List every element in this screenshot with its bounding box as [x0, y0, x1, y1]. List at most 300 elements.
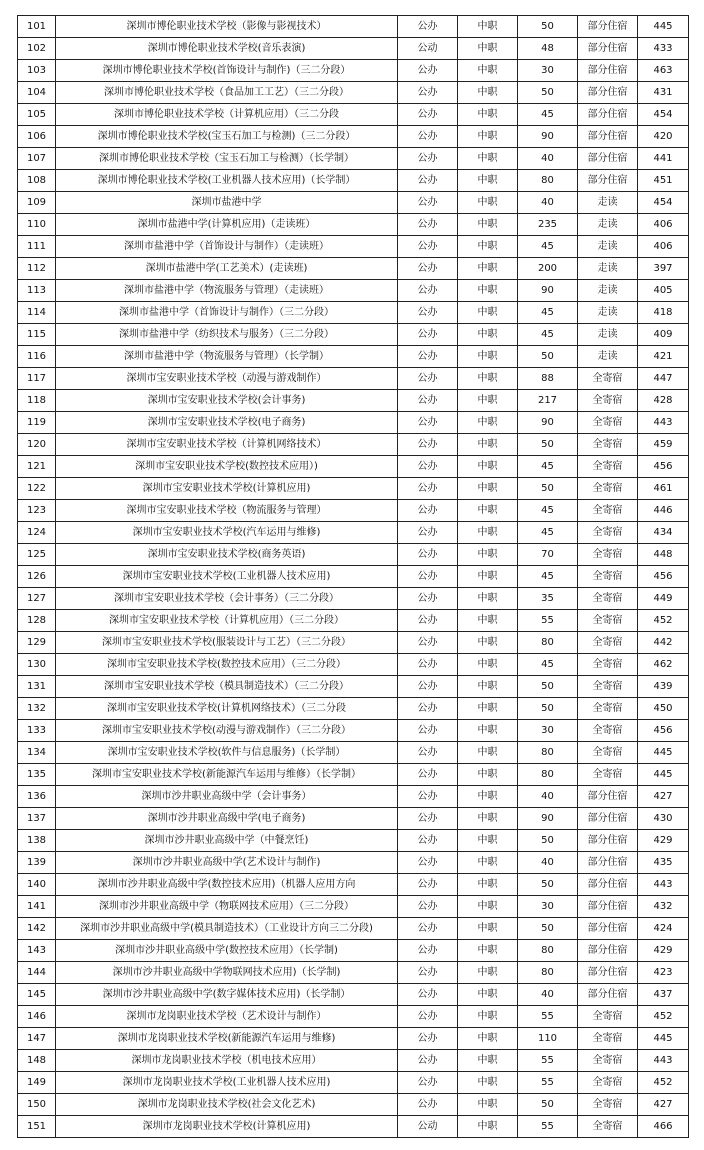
- min-score-cell: 437: [638, 984, 689, 1006]
- table-row: [18, 1028, 689, 1050]
- school-program-cell: 深圳市宝安职业技术学校(商务英语): [56, 544, 398, 566]
- enrollment-plan-cell: 55: [518, 1006, 578, 1028]
- min-score-cell: 430: [638, 808, 689, 830]
- row-number-cell: 119: [18, 412, 56, 434]
- row-number-cell: 146: [18, 1006, 56, 1028]
- boarding-type-cell: 走读: [578, 192, 638, 214]
- school-type-cell: 公办: [398, 918, 458, 940]
- enrollment-plan-cell: 55: [518, 1072, 578, 1094]
- row-number-cell: 116: [18, 346, 56, 368]
- row-number-cell: 113: [18, 280, 56, 302]
- row-number-cell: 145: [18, 984, 56, 1006]
- table-row: [18, 764, 689, 786]
- min-score-cell: 462: [638, 654, 689, 676]
- min-score-cell: 443: [638, 412, 689, 434]
- school-program-cell: 深圳市宝安职业技术学校(汽车运用与维修): [56, 522, 398, 544]
- min-score-cell: 449: [638, 588, 689, 610]
- school-program-cell: 深圳市博伦职业技术学校（影像与影视技术）: [56, 16, 398, 38]
- boarding-type-cell: 全寄宿: [578, 522, 638, 544]
- school-type-cell: 公办: [398, 16, 458, 38]
- row-number-cell: 135: [18, 764, 56, 786]
- school-program-cell: 深圳市沙井职业高级中学（物联网技术应用）（三二分段）: [56, 896, 398, 918]
- school-level-cell: 中职: [458, 896, 518, 918]
- row-number-cell: 144: [18, 962, 56, 984]
- boarding-type-cell: 全寄宿: [578, 742, 638, 764]
- row-number-cell: 124: [18, 522, 56, 544]
- school-program-cell: 深圳市宝安职业技术学校（物流服务与管理）: [56, 500, 398, 522]
- boarding-type-cell: 全寄宿: [578, 412, 638, 434]
- enrollment-plan-cell: 80: [518, 940, 578, 962]
- school-level-cell: 中职: [458, 104, 518, 126]
- school-level-cell: 中职: [458, 302, 518, 324]
- school-level-cell: 中职: [458, 390, 518, 412]
- enrollment-plan-cell: 40: [518, 148, 578, 170]
- school-program-cell: 深圳市沙井职业高级中学（会计事务）: [56, 786, 398, 808]
- row-number-cell: 115: [18, 324, 56, 346]
- table-row: [18, 940, 689, 962]
- boarding-type-cell: 部分住宿: [578, 148, 638, 170]
- school-level-cell: 中职: [458, 852, 518, 874]
- row-number-cell: 101: [18, 16, 56, 38]
- enrollment-plan-cell: 40: [518, 852, 578, 874]
- table-row: [18, 896, 689, 918]
- min-score-cell: 463: [638, 60, 689, 82]
- min-score-cell: 461: [638, 478, 689, 500]
- table-row: [18, 742, 689, 764]
- table-row: [18, 434, 689, 456]
- row-number-cell: 126: [18, 566, 56, 588]
- school-level-cell: 中职: [458, 720, 518, 742]
- school-program-cell: 深圳市博伦职业技术学校(音乐表演): [56, 38, 398, 60]
- enrollment-plan-cell: 30: [518, 896, 578, 918]
- row-number-cell: 142: [18, 918, 56, 940]
- table-row: [18, 852, 689, 874]
- school-level-cell: 中职: [458, 258, 518, 280]
- boarding-type-cell: 走读: [578, 302, 638, 324]
- min-score-cell: 456: [638, 456, 689, 478]
- boarding-type-cell: 全寄宿: [578, 566, 638, 588]
- school-type-cell: 公办: [398, 1072, 458, 1094]
- row-number-cell: 111: [18, 236, 56, 258]
- min-score-cell: 429: [638, 940, 689, 962]
- school-type-cell: 公办: [398, 544, 458, 566]
- enrollment-plan-cell: 40: [518, 192, 578, 214]
- table-row: [18, 1072, 689, 1094]
- school-type-cell: 公办: [398, 126, 458, 148]
- boarding-type-cell: 部分住宿: [578, 874, 638, 896]
- boarding-type-cell: 走读: [578, 346, 638, 368]
- min-score-cell: 456: [638, 720, 689, 742]
- enrollment-plan-cell: 45: [518, 500, 578, 522]
- boarding-type-cell: 部分住宿: [578, 808, 638, 830]
- table-row: [18, 984, 689, 1006]
- boarding-type-cell: 走读: [578, 324, 638, 346]
- boarding-type-cell: 部分住宿: [578, 126, 638, 148]
- enrollment-plan-cell: 80: [518, 632, 578, 654]
- enrollment-plan-cell: 35: [518, 588, 578, 610]
- school-type-cell: 公办: [398, 368, 458, 390]
- school-level-cell: 中职: [458, 324, 518, 346]
- school-level-cell: 中职: [458, 412, 518, 434]
- table-row: [18, 258, 689, 280]
- enrollment-plan-cell: 90: [518, 280, 578, 302]
- row-number-cell: 148: [18, 1050, 56, 1072]
- table-row: [18, 544, 689, 566]
- school-program-cell: 深圳市龙岗职业技术学校（艺术设计与制作）: [56, 1006, 398, 1028]
- enrollment-plan-cell: 235: [518, 214, 578, 236]
- min-score-cell: 452: [638, 1072, 689, 1094]
- school-type-cell: 公办: [398, 984, 458, 1006]
- table-row: [18, 302, 689, 324]
- row-number-cell: 133: [18, 720, 56, 742]
- table-row: [18, 104, 689, 126]
- table-row: [18, 588, 689, 610]
- row-number-cell: 118: [18, 390, 56, 412]
- min-score-cell: 441: [638, 148, 689, 170]
- boarding-type-cell: 全寄宿: [578, 610, 638, 632]
- school-level-cell: 中职: [458, 1006, 518, 1028]
- min-score-cell: 459: [638, 434, 689, 456]
- enrollment-plan-cell: 45: [518, 236, 578, 258]
- school-level-cell: 中职: [458, 962, 518, 984]
- enrollment-plan-cell: 45: [518, 104, 578, 126]
- school-type-cell: 公办: [398, 390, 458, 412]
- min-score-cell: 442: [638, 632, 689, 654]
- row-number-cell: 128: [18, 610, 56, 632]
- min-score-cell: 409: [638, 324, 689, 346]
- school-type-cell: 公办: [398, 280, 458, 302]
- table-body: [18, 16, 689, 1138]
- enrollment-plan-cell: 217: [518, 390, 578, 412]
- school-level-cell: 中职: [458, 192, 518, 214]
- school-type-cell: 公办: [398, 236, 458, 258]
- min-score-cell: 424: [638, 918, 689, 940]
- table-row: [18, 192, 689, 214]
- school-type-cell: 公办: [398, 258, 458, 280]
- min-score-cell: 445: [638, 1028, 689, 1050]
- table-row: [18, 214, 689, 236]
- school-type-cell: 公办: [398, 60, 458, 82]
- school-type-cell: 公办: [398, 478, 458, 500]
- school-level-cell: 中职: [458, 1050, 518, 1072]
- school-program-cell: 深圳市宝安职业技术学校(数控技术应用）): [56, 456, 398, 478]
- school-type-cell: 公办: [398, 148, 458, 170]
- school-program-cell: 深圳市宝安职业技术学校（动漫与游戏制作）: [56, 368, 398, 390]
- boarding-type-cell: 全寄宿: [578, 632, 638, 654]
- boarding-type-cell: 部分住宿: [578, 16, 638, 38]
- school-level-cell: 中职: [458, 1094, 518, 1116]
- school-program-cell: 深圳市宝安职业技术学校(工业机器人技术应用): [56, 566, 398, 588]
- enrollment-plan-cell: 70: [518, 544, 578, 566]
- table-row: [18, 478, 689, 500]
- school-level-cell: 中职: [458, 1028, 518, 1050]
- min-score-cell: 421: [638, 346, 689, 368]
- min-score-cell: 434: [638, 522, 689, 544]
- row-number-cell: 110: [18, 214, 56, 236]
- row-number-cell: 138: [18, 830, 56, 852]
- boarding-type-cell: 部分住宿: [578, 830, 638, 852]
- enrollment-plan-cell: 50: [518, 434, 578, 456]
- enrollment-plan-cell: 110: [518, 1028, 578, 1050]
- enrollment-plan-cell: 50: [518, 346, 578, 368]
- school-level-cell: 中职: [458, 522, 518, 544]
- school-program-cell: 深圳市盐港中学(工艺美术）(走读班): [56, 258, 398, 280]
- school-program-cell: 深圳市宝安职业技术学校(服装设计与工艺）（三二分段）: [56, 632, 398, 654]
- min-score-cell: 406: [638, 214, 689, 236]
- enrollment-plan-cell: 80: [518, 170, 578, 192]
- school-type-cell: 公办: [398, 830, 458, 852]
- row-number-cell: 106: [18, 126, 56, 148]
- school-program-cell: 深圳市沙井职业高级中学物联网技术应用)（长学制): [56, 962, 398, 984]
- school-level-cell: 中职: [458, 808, 518, 830]
- school-program-cell: 深圳市盐港中学（首饰设计与制作）（三二分段）: [56, 302, 398, 324]
- school-type-cell: 公办: [398, 654, 458, 676]
- table-row: [18, 170, 689, 192]
- enrollment-plan-cell: 90: [518, 412, 578, 434]
- school-type-cell: 公办: [398, 456, 458, 478]
- row-number-cell: 136: [18, 786, 56, 808]
- boarding-type-cell: 全寄宿: [578, 588, 638, 610]
- table-row: [18, 38, 689, 60]
- min-score-cell: 452: [638, 610, 689, 632]
- school-level-cell: 中职: [458, 698, 518, 720]
- enrollment-plan-cell: 50: [518, 16, 578, 38]
- school-type-cell: 公办: [398, 786, 458, 808]
- school-program-cell: 深圳市宝安职业技术学校（计算机应用）（三二分段）: [56, 610, 398, 632]
- boarding-type-cell: 部分住宿: [578, 60, 638, 82]
- school-level-cell: 中职: [458, 170, 518, 192]
- school-level-cell: 中职: [458, 1116, 518, 1138]
- boarding-type-cell: 全寄宿: [578, 654, 638, 676]
- row-number-cell: 102: [18, 38, 56, 60]
- min-score-cell: 448: [638, 544, 689, 566]
- boarding-type-cell: 部分住宿: [578, 852, 638, 874]
- boarding-type-cell: 走读: [578, 280, 638, 302]
- table-row: [18, 456, 689, 478]
- row-number-cell: 149: [18, 1072, 56, 1094]
- school-program-cell: 深圳市盐港中学（首饰设计与制作）（走读班）: [56, 236, 398, 258]
- boarding-type-cell: 走读: [578, 258, 638, 280]
- table-row: [18, 412, 689, 434]
- row-number-cell: 137: [18, 808, 56, 830]
- row-number-cell: 139: [18, 852, 56, 874]
- school-type-cell: 公办: [398, 324, 458, 346]
- school-program-cell: 深圳市宝安职业技术学校(软件与信息服务)（长学制）: [56, 742, 398, 764]
- school-program-cell: 深圳市宝安职业技术学校(计算机网络技术）（三二分段: [56, 698, 398, 720]
- school-program-cell: 深圳市博伦职业技术学校(宝玉石加工与检测)（三二分段）: [56, 126, 398, 148]
- min-score-cell: 433: [638, 38, 689, 60]
- school-program-cell: 深圳市博伦职业技术学校(工业机器人技术应用)（长学制）: [56, 170, 398, 192]
- enrollment-plan-cell: 50: [518, 698, 578, 720]
- boarding-type-cell: 部分住宿: [578, 984, 638, 1006]
- boarding-type-cell: 部分住宿: [578, 918, 638, 940]
- boarding-type-cell: 部分住宿: [578, 38, 638, 60]
- school-type-cell: 公办: [398, 500, 458, 522]
- min-score-cell: 443: [638, 1050, 689, 1072]
- boarding-type-cell: 全寄宿: [578, 676, 638, 698]
- enrollment-plan-cell: 45: [518, 456, 578, 478]
- school-type-cell: 公办: [398, 192, 458, 214]
- school-level-cell: 中职: [458, 434, 518, 456]
- boarding-type-cell: 部分住宿: [578, 170, 638, 192]
- min-score-cell: 450: [638, 698, 689, 720]
- school-program-cell: 深圳市宝安职业技术学校(会计事务): [56, 390, 398, 412]
- boarding-type-cell: 全寄宿: [578, 368, 638, 390]
- table-row: [18, 698, 689, 720]
- school-level-cell: 中职: [458, 500, 518, 522]
- table-row: [18, 654, 689, 676]
- row-number-cell: 140: [18, 874, 56, 896]
- school-program-cell: 深圳市宝安职业技术学校(动漫与游戏制作）（三二分段）: [56, 720, 398, 742]
- school-level-cell: 中职: [458, 214, 518, 236]
- table-row: [18, 1094, 689, 1116]
- table-row: [18, 368, 689, 390]
- school-type-cell: 公办: [398, 522, 458, 544]
- min-score-cell: 420: [638, 126, 689, 148]
- school-type-cell: 公办: [398, 698, 458, 720]
- school-type-cell: 公办: [398, 566, 458, 588]
- school-program-cell: 深圳市盐港中学(计算机应用)（走读班）: [56, 214, 398, 236]
- enrollment-plan-cell: 40: [518, 984, 578, 1006]
- school-program-cell: 深圳市博伦职业技术学校（计算机应用）（三二分段: [56, 104, 398, 126]
- school-level-cell: 中职: [458, 236, 518, 258]
- school-program-cell: 深圳市盐港中学（物流服务与管理）（走读班）: [56, 280, 398, 302]
- table-row: [18, 786, 689, 808]
- enrollment-plan-cell: 90: [518, 126, 578, 148]
- min-score-cell: 452: [638, 1006, 689, 1028]
- school-program-cell: 深圳市龙岗职业技术学校(新能源汽车运用与维修): [56, 1028, 398, 1050]
- enrollment-plan-cell: 30: [518, 60, 578, 82]
- boarding-type-cell: 全寄宿: [578, 1072, 638, 1094]
- row-number-cell: 125: [18, 544, 56, 566]
- enrollment-plan-cell: 88: [518, 368, 578, 390]
- table-row: [18, 566, 689, 588]
- school-level-cell: 中职: [458, 984, 518, 1006]
- row-number-cell: 108: [18, 170, 56, 192]
- school-type-cell: 公办: [398, 412, 458, 434]
- row-number-cell: 123: [18, 500, 56, 522]
- table-row: [18, 610, 689, 632]
- table-row: [18, 280, 689, 302]
- school-level-cell: 中职: [458, 60, 518, 82]
- min-score-cell: 466: [638, 1116, 689, 1138]
- enrollment-plan-cell: 55: [518, 610, 578, 632]
- school-program-cell: 深圳市宝安职业技术学校(电子商务): [56, 412, 398, 434]
- row-number-cell: 104: [18, 82, 56, 104]
- min-score-cell: 423: [638, 962, 689, 984]
- row-number-cell: 121: [18, 456, 56, 478]
- table-row: [18, 1006, 689, 1028]
- min-score-cell: 446: [638, 500, 689, 522]
- min-score-cell: 439: [638, 676, 689, 698]
- boarding-type-cell: 部分住宿: [578, 786, 638, 808]
- row-number-cell: 127: [18, 588, 56, 610]
- school-level-cell: 中职: [458, 1072, 518, 1094]
- table-row: [18, 676, 689, 698]
- school-program-cell: 深圳市沙井职业高级中学(数控技术应用）（长学制): [56, 940, 398, 962]
- min-score-cell: 454: [638, 192, 689, 214]
- table-row: [18, 522, 689, 544]
- school-type-cell: 公办: [398, 588, 458, 610]
- min-score-cell: 406: [638, 236, 689, 258]
- row-number-cell: 132: [18, 698, 56, 720]
- school-program-cell: 深圳市沙井职业高级中学(模具制造技术）（工业设计方向三二分段): [56, 918, 398, 940]
- school-type-cell: 公办: [398, 346, 458, 368]
- school-program-cell: 深圳市盐港中学: [56, 192, 398, 214]
- row-number-cell: 117: [18, 368, 56, 390]
- school-level-cell: 中职: [458, 456, 518, 478]
- school-type-cell: 公办: [398, 808, 458, 830]
- min-score-cell: 427: [638, 1094, 689, 1116]
- table-row: [18, 60, 689, 82]
- min-score-cell: 456: [638, 566, 689, 588]
- boarding-type-cell: 走读: [578, 236, 638, 258]
- school-type-cell: 公办: [398, 940, 458, 962]
- row-number-cell: 109: [18, 192, 56, 214]
- school-type-cell: 公办: [398, 632, 458, 654]
- school-program-cell: 深圳市盐港中学（纺织技术与服务）（三二分段）: [56, 324, 398, 346]
- boarding-type-cell: 全寄宿: [578, 720, 638, 742]
- school-level-cell: 中职: [458, 82, 518, 104]
- school-type-cell: 公办: [398, 1094, 458, 1116]
- school-program-cell: 深圳市沙井职业高级中学(数字媒体技术应用)（长学制）: [56, 984, 398, 1006]
- enrollment-plan-cell: 45: [518, 302, 578, 324]
- school-program-cell: 深圳市宝安职业技术学校(计算机应用): [56, 478, 398, 500]
- row-number-cell: 151: [18, 1116, 56, 1138]
- row-number-cell: 103: [18, 60, 56, 82]
- min-score-cell: 427: [638, 786, 689, 808]
- school-program-cell: 深圳市沙井职业高级中学(艺术设计与制作): [56, 852, 398, 874]
- school-type-cell: 公动: [398, 1116, 458, 1138]
- enrollment-plan-cell: 50: [518, 82, 578, 104]
- boarding-type-cell: 全寄宿: [578, 1028, 638, 1050]
- school-level-cell: 中职: [458, 676, 518, 698]
- row-number-cell: 120: [18, 434, 56, 456]
- school-program-cell: 深圳市博伦职业技术学校（宝玉石加工与检测）（长学制）: [56, 148, 398, 170]
- enrollment-plan-cell: 80: [518, 742, 578, 764]
- min-score-cell: 443: [638, 874, 689, 896]
- enrollment-plan-cell: 48: [518, 38, 578, 60]
- enrollment-plan-cell: 45: [518, 324, 578, 346]
- table-row: [18, 148, 689, 170]
- boarding-type-cell: 全寄宿: [578, 478, 638, 500]
- boarding-type-cell: 全寄宿: [578, 1006, 638, 1028]
- school-level-cell: 中职: [458, 918, 518, 940]
- enrollment-plan-cell: 45: [518, 522, 578, 544]
- boarding-type-cell: 部分住宿: [578, 896, 638, 918]
- min-score-cell: 418: [638, 302, 689, 324]
- min-score-cell: 429: [638, 830, 689, 852]
- min-score-cell: 405: [638, 280, 689, 302]
- boarding-type-cell: 部分住宿: [578, 104, 638, 126]
- table-row: [18, 500, 689, 522]
- boarding-type-cell: 全寄宿: [578, 1094, 638, 1116]
- school-level-cell: 中职: [458, 764, 518, 786]
- table-row: [18, 830, 689, 852]
- school-level-cell: 中职: [458, 874, 518, 896]
- enrollment-plan-cell: 90: [518, 808, 578, 830]
- school-program-cell: 深圳市沙井职业高级中学（中餐烹饪): [56, 830, 398, 852]
- enrollment-plan-cell: 50: [518, 1094, 578, 1116]
- school-program-cell: 深圳市盐港中学（物流服务与管理）（长学制）: [56, 346, 398, 368]
- min-score-cell: 428: [638, 390, 689, 412]
- school-level-cell: 中职: [458, 632, 518, 654]
- school-level-cell: 中职: [458, 566, 518, 588]
- school-type-cell: 公办: [398, 896, 458, 918]
- boarding-type-cell: 全寄宿: [578, 434, 638, 456]
- table-row: [18, 82, 689, 104]
- enrollment-plan-cell: 45: [518, 566, 578, 588]
